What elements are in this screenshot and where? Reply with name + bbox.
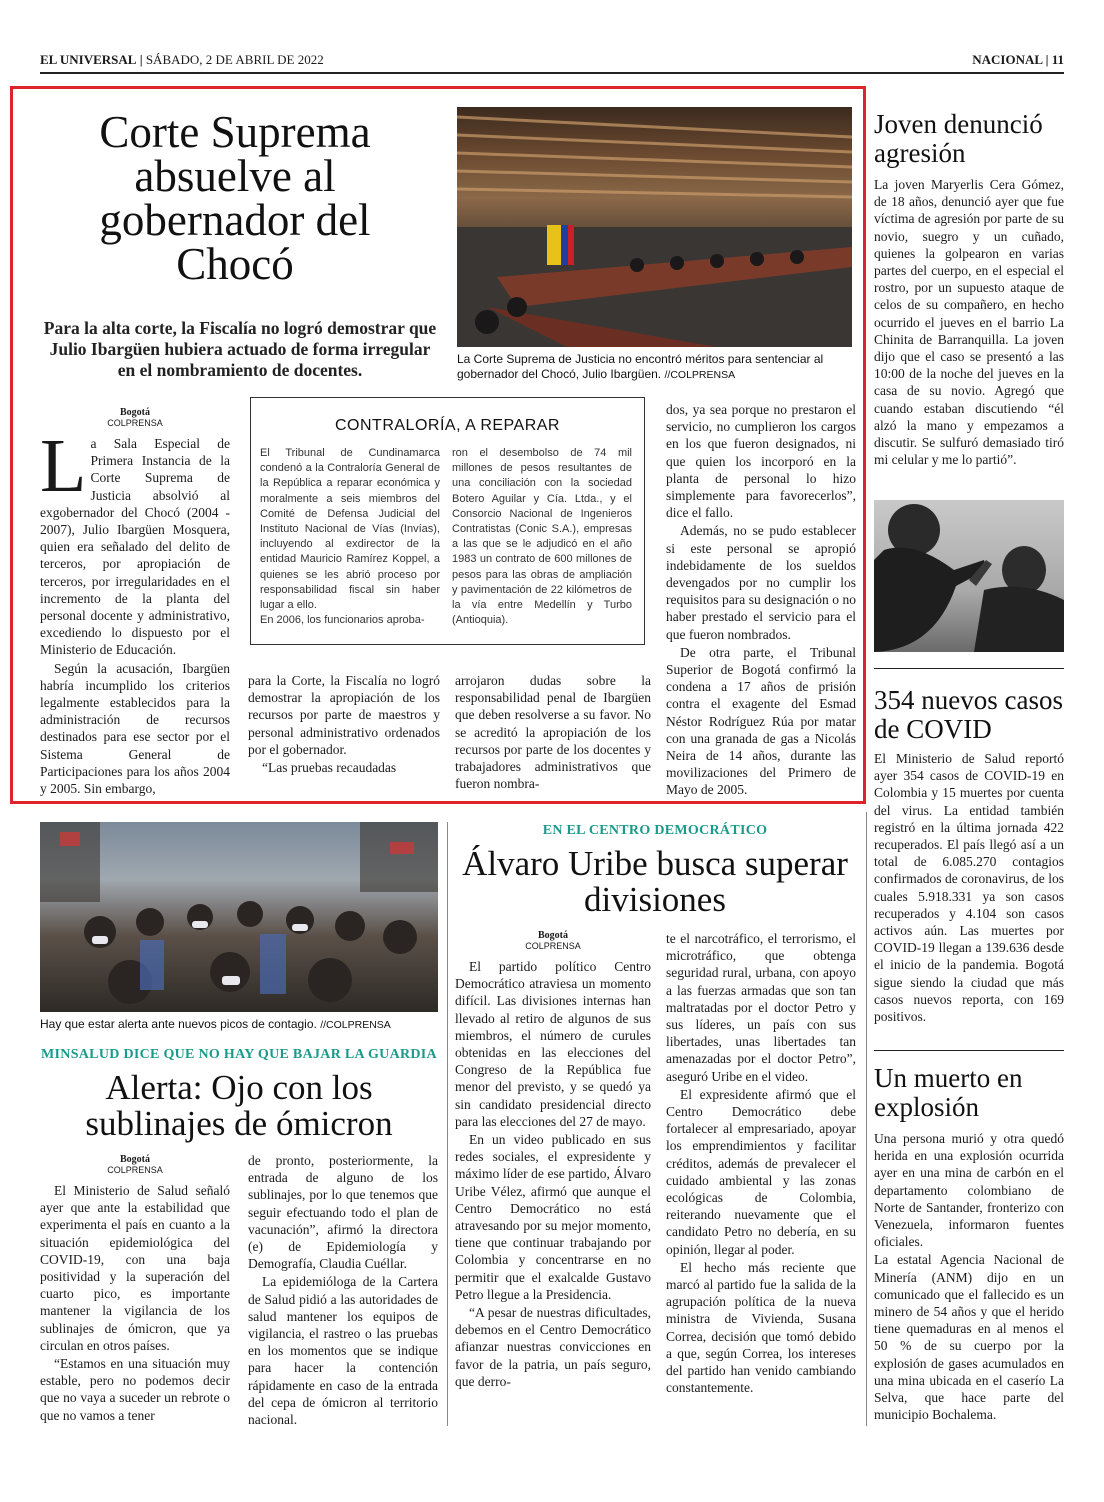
aggression-photo	[874, 500, 1064, 652]
paragraph: “A pesar de nuestras dificultades, debemos en el Centro Democrático afianzar nuestras convicciones en favor de la patria, un país seguro, que derro-	[455, 1305, 651, 1389]
paragraph: El hecho más reciente que marcó al partido fue la salida de la agrupación política de la nueva ministra de Vivienda, Susana Correa, decisión que tomó debido a que, según Correa, los intereses del partido han venido cambiando constantemente.	[666, 1259, 856, 1396]
omicron-kicker: MINSALUD DICE QUE NO HAY QUE BAJAR LA GUARDIA	[41, 1047, 437, 1062]
covid-brief	[874, 686, 1064, 1025]
paragraph: te el narcotráfico, el terrorismo, el microtráfico, que obtenga seguridad rural, urbana, con apoyo a las fuerzas armadas que son tan maltratadas por el doctor Petro y sus líderes, un país con sus libertades, unas libertades tan amenazadas por el doctor Petro”, aseguró Uribe en el video.	[666, 931, 856, 1084]
paragraph: Además, no se pudo establecer si este personal se apropió indebidamente de los sueldos devengados por no cumplir los requisitos para su designación o no haber prestado el servicio para el que fueron nombrados.	[666, 523, 856, 642]
contraloria-box	[250, 397, 645, 645]
uribe-col-1	[455, 930, 651, 1391]
omicron-col-2	[248, 1152, 438, 1429]
byline	[455, 930, 651, 952]
page-number: 11	[1051, 52, 1064, 67]
crowd-photo	[40, 822, 438, 1012]
drop-cap: L	[40, 424, 87, 508]
paragraph: para la Corte, la Fiscalía no logró demostrar la apropiación de los recursos por parte de maestros y personal administrativo ordenados por el gobernador.	[248, 673, 440, 757]
sidebar-paragraph: La estatal Agencia Nacional de Minería (ANM) dijo en un comunicado que el fallecido es un minero de 54 años y que el herido tiene quemaduras en al menos el 50 % de su cuerpo por la explosión de gases acumulados en una mina ubicada en el caserío La Selva, que hace parte del municipio Bochalema.	[874, 1252, 1064, 1423]
main-col-3	[455, 672, 651, 793]
paragraph: El expresidente afirmó que el Centro Democrático debe fortalecer al empresariado, apoyar los emprendimientos y facilitar créditos, además de prevalecer el cuidado ambiental y las zonas ecológicas de Colombia, reiterando nuevamente que el candidato Petro no debería, en su opinión, llegar al poder.	[666, 1086, 856, 1257]
paragraph: El partido político Centro Democrático atraviesa un momento difícil. Las divisiones internas han llevado al retiro de algunos de sus miembros, el número de curules obtenidas en las elecciones del Congreso de la República fue menor del previsto, y se quedó ya sin candidato presidencial directo para las elecciones del 27 de mayo.	[455, 959, 651, 1129]
box-paragraph: ron el desembolso de 74 mil millones de pesos resultantes de una conciliación con la sociedad Botero Aguilar y Cía. Ltda., y el Consorcio Nacional de Ingenieros Contratistas (Conic S.A.), empresas a las que se le adjudicó en el año 1983 un contrato de 600 millones de pesos para las obras de ampliación y pavimentación de 22 kilómetros de la vía entre Medellín y Turbo (Antioquia).	[452, 447, 632, 627]
crowd-photo-caption: Hay que estar alerta ante nuevos picos de contagio. //COLPRENSA	[40, 1017, 391, 1031]
uribe-headline: Álvaro Uribe busca superar divisiones	[462, 844, 848, 919]
sidebar-title: Joven denunció agresión	[874, 109, 1043, 168]
byline-city: Bogotá	[538, 930, 568, 941]
main-headline: Corte Suprema absuelve al gobernador del Chocó	[99, 107, 371, 289]
main-col-4	[666, 401, 856, 800]
byline-agency: COLPRENSA	[107, 1165, 163, 1175]
section-name: NACIONAL	[972, 52, 1043, 67]
column-divider	[447, 822, 448, 1426]
paragraph: “Las pruebas recaudadas	[262, 760, 397, 776]
issue-date: SÁBADO, 2 DE ABRIL DE 2022	[145, 52, 324, 67]
paper-name: EL UNIVERSAL	[40, 52, 137, 67]
lead-paragraph: La Sala Especial de Primera Instancia de la Corte Suprema de Justicia absolvió al exgobernador del Chocó (2004 - 2007), Julio Ibargüen Mosquera, quien era señalado del delito de terceros, por apropiación de terceros, por irregularidades en el incremento de la planta del personal docente y administrativo, excediendo lo dispuesto por el Ministerio de Educación.	[40, 424, 230, 658]
uribe-kicker: EN EL CENTRO DEMOCRÁTICO	[542, 823, 768, 838]
omicron-headline: Alerta: Ojo con los sublinajes de ómicron	[85, 1068, 393, 1143]
paragraph: Según la acusación, Ibargüen habría incumplido los criterios legalmente establecidos para la administración de recursos destinados para ese sector por el Sistema General de Participaciones para los años 2004 y 2005. Sin embargo,	[40, 660, 230, 797]
page-header: EL UNIVERSAL | SÁBADO, 2 DE ABRIL DE 2022 NACIONAL | 11	[40, 52, 1064, 67]
sidebar-paragraph: La joven Maryerlis Cera Gómez, de 18 años, denunció ayer que fue víctima de agresión por parte de su novio, suegro y un cuñado, quienes la golpearon en varias partes del cuerpo, en el especial el rostro, por un supuesto ataque de celos de su compañero, en hecho ocurrido el jueves en el barrio La Chinita de Barranquilla. La joven dijo que el caso se presentó a las 10:00 de la noche del jueves en la casa de su novio. Agregó que cuando estaban discutiendo “él alzó la mano y empezamos a discutir. Se sulfuró demasiado tiró mi celular y me lo partió”.	[874, 177, 1064, 468]
caption-credit: //COLPRENSA	[320, 1019, 391, 1031]
column-divider	[866, 812, 867, 1426]
omicron-col-1	[40, 1154, 230, 1425]
box-paragraph: El Tribunal de Cundinamarca condenó a la Contraloría General de la República a reparar económica y moralmente a seis miembros del Comité de Defensa Judicial del Instituto Nacional de Vías (Invías), incluyendo al exdirector de la entidad Mauricio Ramírez Koppel, a quienes se les abrió proceso por responsabilidad fiscal sin haber lugar a ello.	[260, 447, 440, 612]
paragraph: En un video publicado en sus redes sociales, el expresidente y máximo líder de ese partido, Álvaro Uribe Vélez, afirmó que aunque el Centro Democrático no está atravesando por su mejor momento, tiene que continuar trabajando por Colombia y concentrarse en no permitir que el exalcalde Gustavo Petro llegue a la Presidencia.	[455, 1132, 651, 1302]
paragraph: arrojaron dudas sobre la responsabilidad penal de Ibargüen que deben resolverse a su favor. No se acreditó la apropiación de los recursos por parte de los docentes y trabajadores administrativos que fueron nombra-	[455, 673, 651, 792]
paragraph: De otra parte, el Tribunal Superior de Bogotá confirmó la condena a 17 años de prisión contra el exagente del Esmad Néstor Rodríguez Rúa por matar con una granada de gas a Nicolás Neira de 14 años, durante las movilizaciones del Primero de Mayo de 2005.	[666, 644, 856, 798]
paragraph: “Estamos en una situación muy estable, pero no podemos decir que no vaya a suceder un rebrote o que no vamos a tener	[40, 1356, 230, 1423]
main-deck: Para la alta corte, la Fiscalía no logró demostrar que Julio Ibargüen hubiera actuado de forma irregular en el nombramiento de docentes.	[43, 318, 437, 380]
right-sidebar	[874, 110, 1064, 468]
sidebar-title: 354 nuevos casos de COVID	[874, 685, 1063, 744]
paragraph: dos, ya sea porque no prestaron el servicio, no cumplieron los cargos en los que fueron designados, ni que quien los incorporó en la planta de personal lo hizo simplemente para favorecerlos”, dice el fallo.	[666, 402, 856, 521]
byline-agency: COLPRENSA	[107, 418, 163, 428]
byline	[40, 1154, 230, 1176]
sidebar-paragraph: El Ministerio de Salud reportó ayer 354 casos de COVID-19 en Colombia y 15 muertes por cuenta del virus. La entidad también registró en la última jornada 422 recuperados. El país llegó así a un total de 6.085.270 contagios confirmados de coronavirus, de los cuales 5.918.331 ya son casos recuperados y 4.104 son casos activos aún. Las muertes por COVID-19 llegan a 139.636 desde el inicio de la pandemia. Bogotá sigue siendo la ciudad que más casos nuevos reporta, con 169 positivos.	[874, 751, 1064, 1025]
uribe-col-2	[666, 930, 856, 1397]
paragraph: El Ministerio de Salud señaló ayer que ante la estabilidad que experimenta el país en cuanto a la situación epidemiológica del COVID-19, con una baja positividad y la superación del cuarto pico, es importante mantener la vigilancia de los sublinajes de ómicron, que ya circulan en otros países.	[40, 1183, 230, 1353]
main-col-1	[40, 407, 230, 798]
sidebar-paragraph: Una persona murió y otra quedó herida en una explosión ocurrida ayer en una mina de carbón en el departamento colombiano de Norte de Santander, fronterizo con Venezuela, informaron fuentes oficiales.	[874, 1131, 1064, 1250]
byline-city: Bogotá	[120, 1154, 150, 1165]
explosion-brief	[874, 1064, 1064, 1424]
court-photo	[457, 107, 852, 347]
box-title: CONTRALORÍA, A REPARAR	[335, 417, 560, 434]
box-paragraph: En 2006, los funcionarios aproba-	[260, 614, 425, 627]
header-rule	[40, 72, 1064, 74]
court-photo-caption: La Corte Suprema de Justicia no encontró méritos para sentenciar al gobernador del Chocó, Julio Ibargüen. //COLPRENSA	[457, 352, 824, 381]
paragraph: La epidemióloga de la Cartera de Salud pidió a las autoridades de salud mantener los equipos de vigilancia, el rastreo o las pruebas en los momentos que se indique para hacer la contención rápidamente en caso de la entrada del cepa de ómicron al territorio nacional.	[248, 1274, 438, 1428]
caption-credit: //COLPRENSA	[664, 369, 736, 381]
sidebar-title: Un muerto en explosión	[874, 1063, 1023, 1122]
byline-city: Bogotá	[120, 407, 150, 418]
main-col-2	[248, 672, 440, 777]
paragraph: de pronto, posteriormente, la entrada de alguno de los sublinajes, por lo que tenemos que seguir efectuando todo el plan de vacunación”, afirmó la directora (e) de Epidemiología y Demografía, Claudia Cuéllar.	[248, 1153, 438, 1272]
sidebar-rule	[874, 1050, 1064, 1051]
sidebar-rule	[874, 668, 1064, 669]
byline-agency: COLPRENSA	[525, 941, 581, 951]
